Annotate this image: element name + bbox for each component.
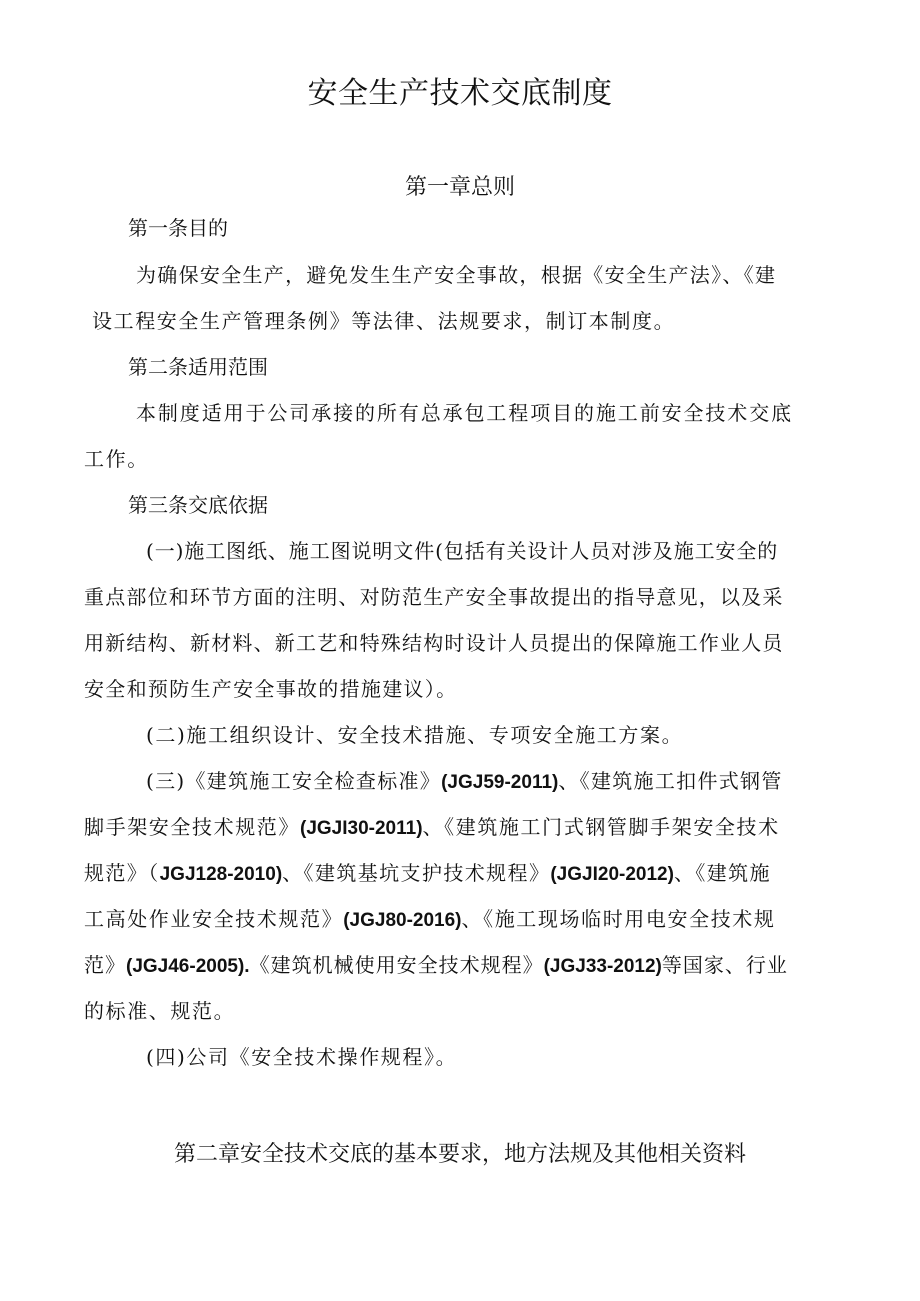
item-3-line-1-text-c: 、《建筑施工扣件式钢管 xyxy=(558,769,783,793)
item-3-line-3-standard-code-2: (JGJI20-2012) xyxy=(550,864,674,885)
chapter-2-heading: 第二章安全技术交底的基本要求，地方法规及其他相关资料 xyxy=(173,1142,746,1167)
item-3-line-2-standard-code: (JGJI30-2011) xyxy=(300,818,423,839)
article-3-item-3-line-4 xyxy=(84,905,776,935)
item-3-line-2-text-c: 、《建筑施工门式钢管脚手架安全技术 xyxy=(422,815,780,839)
article-2-paragraph-line-2: 工作。 xyxy=(84,447,149,471)
item-3-line-5-standard-code-1: (JGJ46-2005). xyxy=(126,956,250,977)
article-3-item-3-line-5 xyxy=(84,951,788,981)
article-3-item-1-line-3: 用新结构、新材料、新工艺和特殊结构时设计人员提出的保障施工作业人员 xyxy=(84,631,784,655)
article-3-item-3-line-3 xyxy=(84,859,771,889)
article-1-paragraph-line-1: 为确保安全生产，避免发生生产安全事故，根据《安全生产法》、《建 xyxy=(136,263,777,287)
item-3-line-3-text-e: 、《建筑施 xyxy=(673,861,771,885)
article-3-item-1-line-1: (一)施工图纸、施工图说明文件(包括有关设计人员对涉及施工安全的 xyxy=(146,539,779,563)
article-3-item-3-line-2 xyxy=(84,813,780,843)
item-3-line-5-standard-code-2: (JGJ33-2012) xyxy=(543,956,662,977)
chapter-1-heading: 第一章总则 xyxy=(404,175,515,200)
item-3-line-5-text-e: 等国家、行业 xyxy=(661,953,788,977)
item-3-line-1-standard-code: (JGJ59-2011) xyxy=(441,772,559,793)
article-3-item-2: (二)施工组织设计、安全技术措施、专项安全施工方案。 xyxy=(146,723,684,747)
item-3-line-3-text-c: 、《建筑基坑支护技术规程》 xyxy=(282,861,551,885)
item-3-line-5-text-c: 《建筑机械使用安全技术规程》 xyxy=(249,953,544,977)
item-3-line-3-text-a: 规范》（ xyxy=(84,861,160,885)
article-1-paragraph-line-2: 设工程安全生产管理条例》等法律、法规要求，制订本制度。 xyxy=(92,309,676,333)
article-3-item-4: (四)公司《安全技术操作规程》。 xyxy=(146,1045,458,1069)
item-3-line-5-text-a: 范》 xyxy=(84,953,126,977)
item-3-line-4-text-c: 、《施工现场临时用电安全技术规 xyxy=(461,907,776,931)
document-title: 安全生产技术交底制度 xyxy=(307,76,613,111)
article-2-paragraph-line-1: 本制度适用于公司承接的所有总承包工程项目的施工前安全技术交底 xyxy=(136,401,793,425)
article-2-heading: 第二条适用范围 xyxy=(128,355,268,379)
article-3-item-1-line-2: 重点部位和环节方面的注明、对防范生产安全事故提出的指导意见，以及采 xyxy=(84,585,784,609)
item-3-line-1-text-a: (三)《建筑施工安全检查标准》 xyxy=(146,769,442,793)
article-3-item-3-line-1 xyxy=(146,767,783,797)
article-3-item-3-line-6: 的标准、规范。 xyxy=(84,999,236,1023)
article-1-heading: 第一条目的 xyxy=(128,216,228,240)
item-3-line-3-standard-code-1: JGJ128-2010) xyxy=(159,864,283,885)
article-3-item-1-line-4: 安全和预防生产安全事故的措施建议）。 xyxy=(84,677,458,701)
item-3-line-2-text-a: 脚手架安全技术规范》 xyxy=(84,815,300,839)
article-3-heading: 第三条交底依据 xyxy=(128,493,268,517)
item-3-line-4-standard-code: (JGJ80-2016) xyxy=(343,910,462,931)
item-3-line-4-text-a: 工高处作业安全技术规范》 xyxy=(84,907,344,931)
